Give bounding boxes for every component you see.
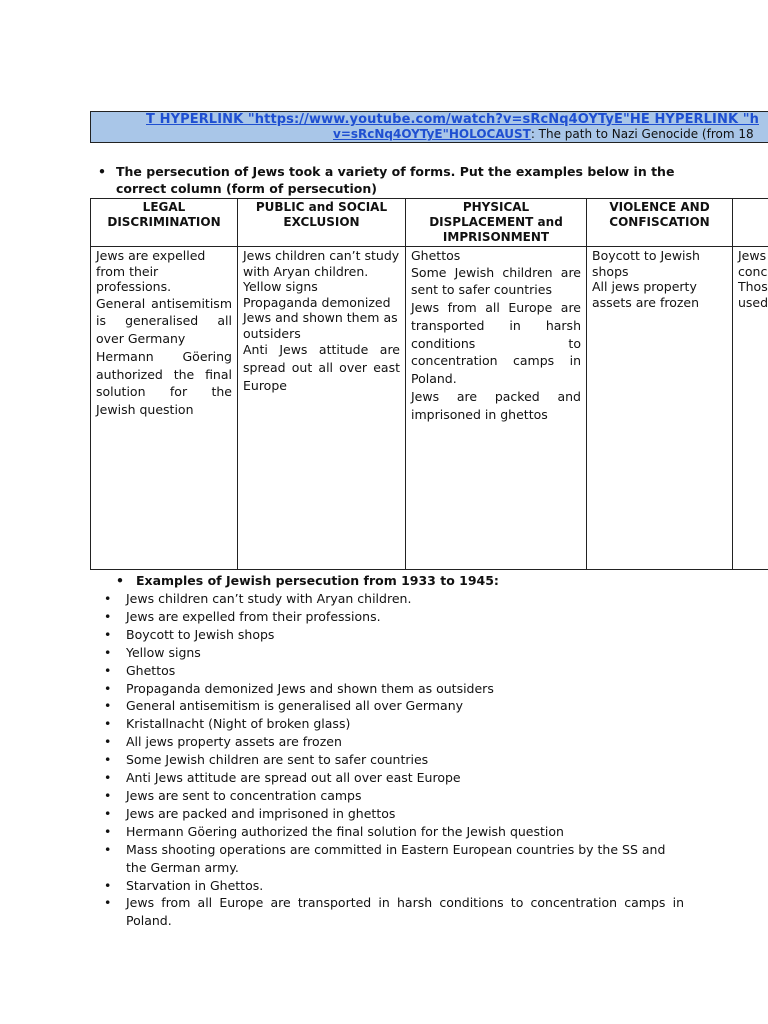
cell-entry: Hermann Göering authorized the final solution for the Jewish question — [96, 348, 232, 418]
list-item: • Jews from all Europe are transported in harsh conditions to concentration camps in Poland. — [104, 894, 684, 930]
cell-entry: Yellow signs — [243, 279, 318, 294]
cell-entry: Jews children can’t study with Aryan children. — [243, 248, 400, 279]
list-item: • Kristallnacht (Night of broken glass) — [104, 715, 684, 733]
list-item: • Mass shooting operations are committed in Eastern European countries by the SS and the German army. — [104, 841, 684, 877]
column-header-fifth — [733, 199, 768, 247]
examples-list — [104, 590, 684, 930]
list-item: • All jews property assets are frozen — [104, 733, 684, 751]
bullet-icon: • — [116, 573, 124, 588]
list-item: • Jews are expelled from their professions. — [104, 608, 684, 626]
header-banner — [90, 111, 768, 143]
column-header-legal: LEGAL DISCRIMINATION — [91, 199, 238, 247]
cell-entry: used — [738, 294, 768, 310]
cell-entry: Anti Jews attitude are spread out all over east Europe — [243, 342, 400, 393]
cell-entry: Propaganda demonized Jews and shown them as outsiders — [243, 294, 398, 341]
persecution-table — [90, 198, 768, 570]
bullet-icon: • — [98, 164, 106, 179]
list-item: • Jews are sent to concentration camps — [104, 787, 684, 805]
cell-violence[interactable] — [587, 247, 733, 570]
cell-entry: Boycott to Jewish shops — [592, 248, 700, 279]
cell-legal[interactable] — [91, 247, 238, 570]
examples-heading — [116, 573, 499, 588]
list-item: • Some Jewish children are sent to safer countries — [104, 751, 684, 769]
cell-entry: Jews — [738, 248, 767, 263]
cell-entry: Some Jewish children are sent to safer countries — [411, 264, 581, 298]
header-hyperlink-line[interactable]: T HYPERLINK "https://www.youtube.com/watch?v=sRcNq4OYTyE"HE HYPERLINK "h — [146, 112, 759, 127]
table-row — [91, 247, 768, 570]
table-header-row — [91, 199, 768, 247]
column-header-physical: PHYSICAL DISPLACEMENT and IMPRISONMENT — [406, 199, 587, 247]
cell-entry: conc — [738, 263, 768, 279]
cell-public[interactable] — [238, 247, 406, 570]
list-item: • Ghettos — [104, 662, 684, 680]
list-item: • Jews children can’t study with Aryan children. — [104, 590, 684, 608]
list-item: • Starvation in Ghettos. — [104, 877, 684, 895]
column-header-violence: VIOLENCE AND CONFISCATION — [587, 199, 733, 247]
cell-entry: Jews are packed and imprisoned in ghettos — [411, 389, 581, 422]
cell-fifth[interactable] — [733, 247, 768, 570]
column-header-public: PUBLIC and SOCIAL EXCLUSION — [238, 199, 406, 247]
header-title-line — [333, 127, 754, 141]
examples-title-text: Examples of Jewish persecution from 1933 to 1945: — [136, 573, 499, 588]
list-item: • Jews are packed and imprisoned in ghettos — [104, 805, 684, 823]
header-hyperlink-holocaust[interactable]: v=sRcNq4OYTyE"HOLOCAUST — [333, 127, 531, 141]
header-title-text: : The path to Nazi Genocide (from 18 — [530, 127, 754, 141]
list-item: • Boycott to Jewish shops — [104, 626, 684, 644]
cell-entry: Ghettos — [411, 248, 461, 263]
instruction-text: The persecution of Jews took a variety of forms. Put the examples below in the correct column (form of persecution) — [116, 164, 675, 196]
list-item: • Propaganda demonized Jews and shown them as outsiders — [104, 680, 684, 698]
list-item: • Yellow signs — [104, 644, 684, 662]
cell-entry: General antisemitism is generalised all over Germany — [96, 295, 232, 347]
cell-entry: Thos — [738, 279, 768, 294]
cell-physical[interactable] — [406, 247, 587, 570]
cell-entry: Jews are expelled from their professions. — [96, 248, 206, 294]
list-item: • General antisemitism is generalised all over Germany — [104, 697, 684, 715]
list-item: • Anti Jews attitude are spread out all over east Europe — [104, 769, 684, 787]
instruction-bullet — [98, 163, 676, 197]
list-item: • Hermann Göering authorized the final solution for the Jewish question — [104, 823, 684, 841]
cell-entry: All jews property assets are frozen — [592, 279, 700, 310]
cell-entry: Jews from all Europe are transported in harsh conditions to concentration camps in Poland. — [411, 300, 581, 387]
